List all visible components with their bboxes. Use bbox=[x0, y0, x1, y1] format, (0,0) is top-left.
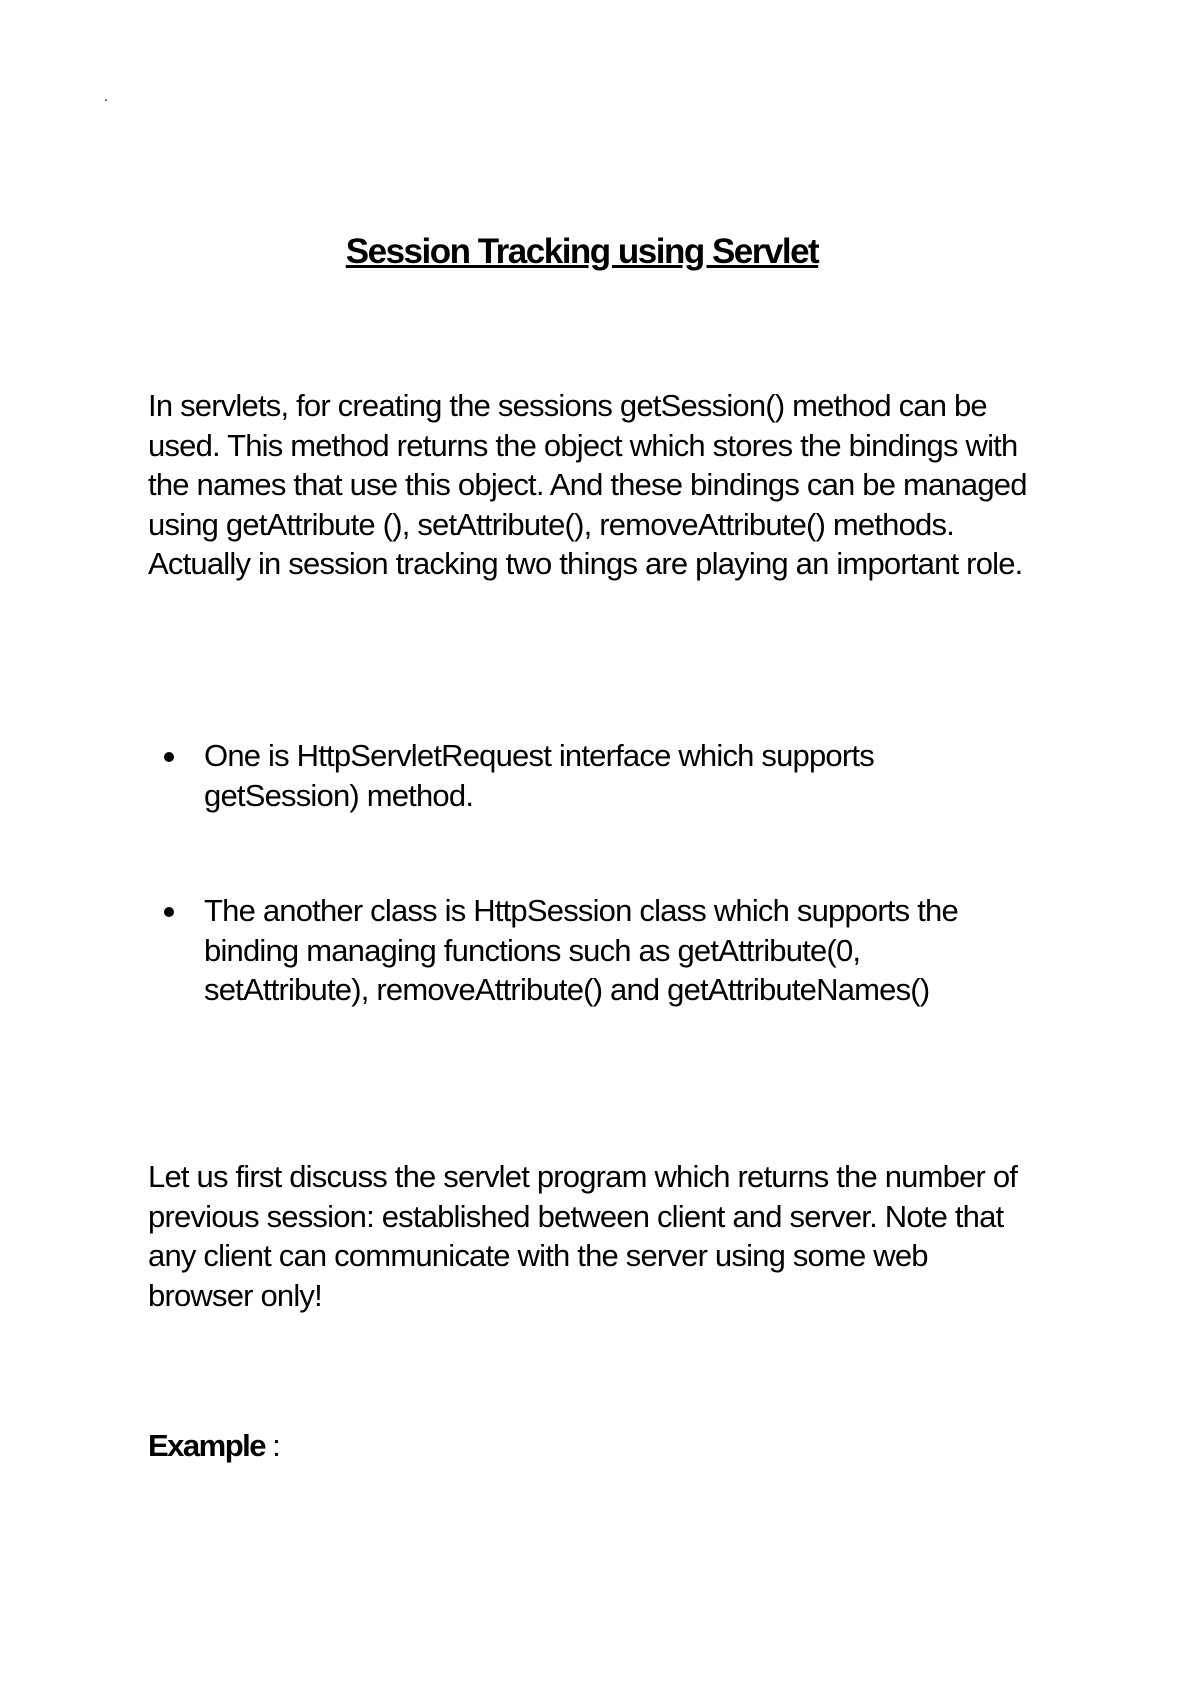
discussion-paragraph: Let us first discuss the servlet program which returns the number of previous session: established between client and server. Note that any client can communicate with the server using some web browser only! bbox=[148, 1159, 1018, 1313]
bullet-dot-icon bbox=[164, 752, 174, 762]
page-title: Session Tracking using Servlet bbox=[345, 232, 819, 271]
example-suffix: : bbox=[265, 1428, 280, 1463]
bullet-text: One is HttpServletRequest interface which supports getSession) method. bbox=[204, 738, 874, 813]
bullet-item bbox=[148, 891, 1028, 1010]
example-label: Example bbox=[148, 1428, 266, 1463]
bullet-item bbox=[148, 736, 1028, 815]
corner-mark: . bbox=[104, 88, 108, 104]
intro-paragraph: In servlets, for creating the sessions getSession() method can be used. This method returns the object which stores the bindings with the names that use this object. And these bindings can be managed using getAttribute (), setAttribute(), removeAttribute() methods. Actually in session tracking two things are playing an important role. bbox=[148, 388, 1027, 581]
example-heading bbox=[148, 1426, 279, 1466]
bullet-dot-icon bbox=[164, 907, 174, 917]
bullet-text: The another class is HttpSession class which supports the binding managing functions such as getAttribute(0, setAttribute), removeAttribute() and getAttributeNames() bbox=[204, 893, 958, 1007]
bullet-list bbox=[148, 736, 1028, 1010]
